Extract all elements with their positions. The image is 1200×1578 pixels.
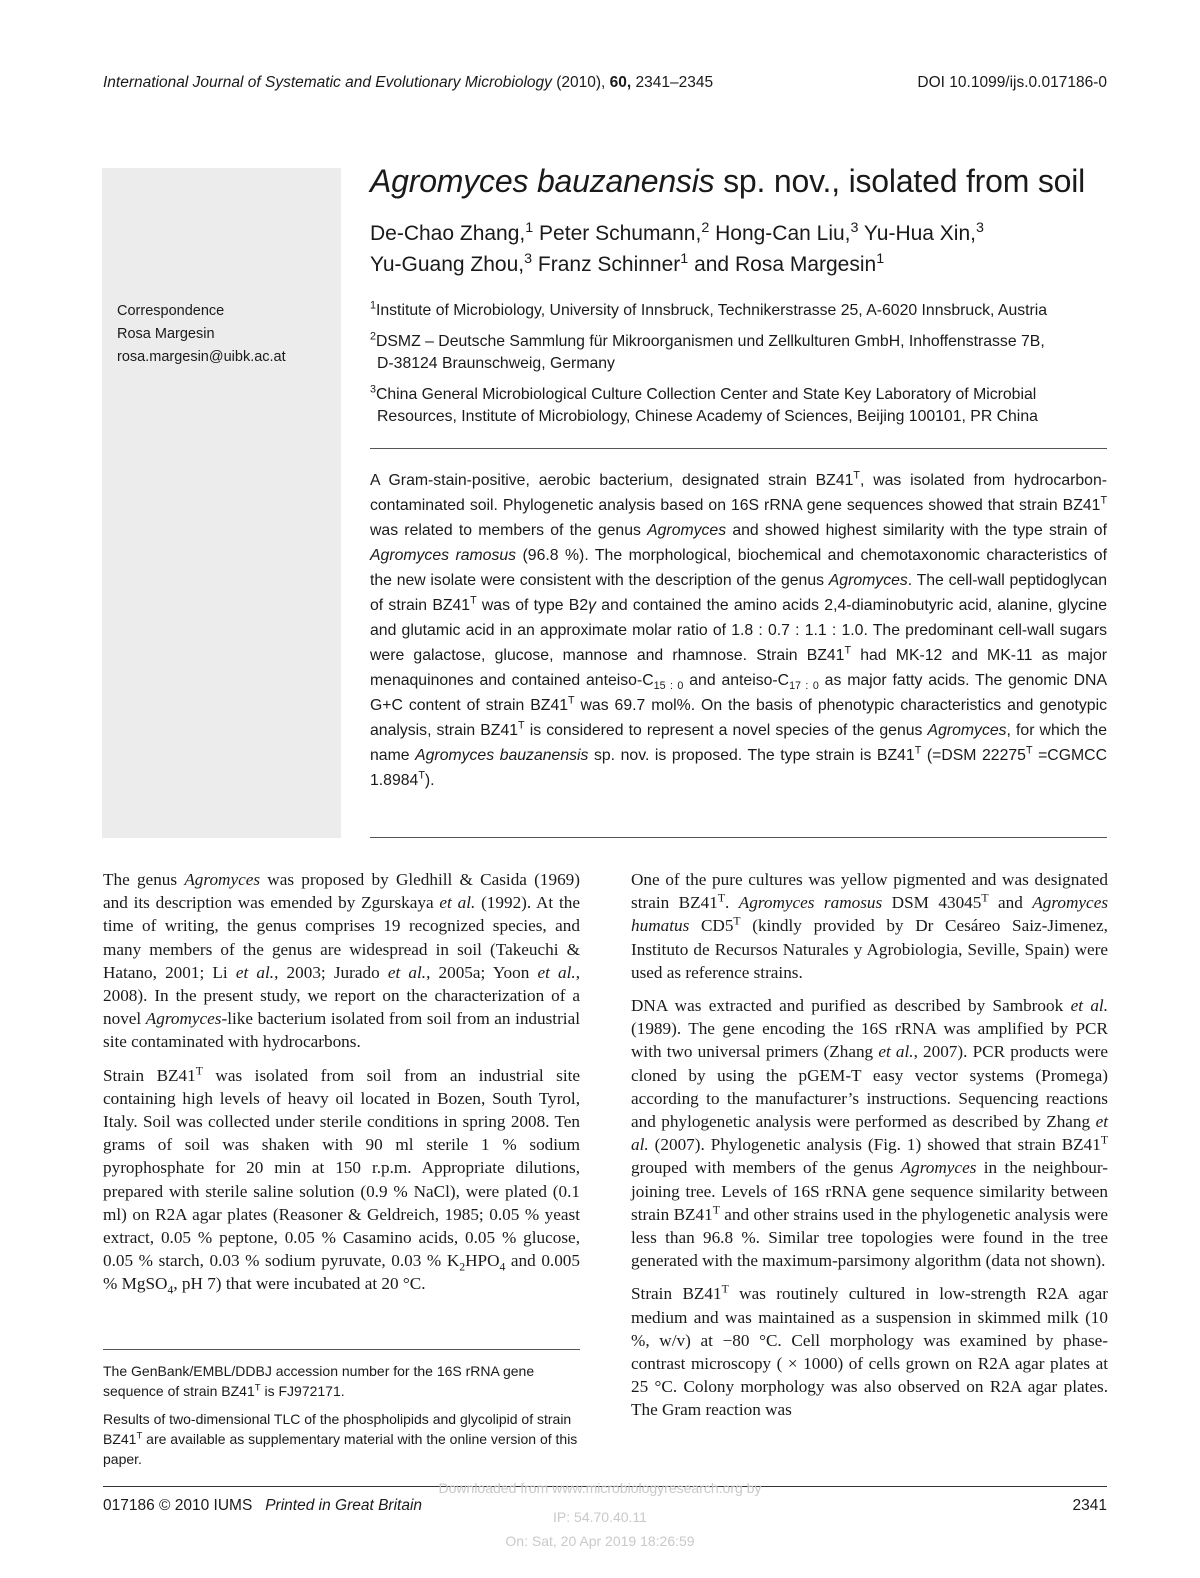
body-paragraph (631, 868, 1108, 984)
type-strain-mark: T (195, 1063, 203, 1077)
footnotes (103, 1361, 580, 1477)
body-text: CD5 (689, 916, 734, 936)
abstract-text: had MK-12 and MK-11 as major menaquinones and contained anteiso-C (370, 647, 1107, 689)
page-number: 2341 (1072, 1497, 1107, 1514)
download-watermark-line: On: Sat, 20 Apr 2019 18:26:59 (505, 1533, 695, 1549)
formula-subscript: 4 (167, 1283, 174, 1297)
abstract-species: Agromyces ramosus (370, 547, 517, 564)
body-text: (1989). The gene encoding the 16S rRNA was amplified by PCR with two universal primers (Zhang (631, 1019, 1108, 1062)
abstract-genus: Agromyces (828, 572, 908, 589)
author: Yu-Hua Xin, (863, 222, 976, 245)
author-affiliation-mark: 1 (525, 220, 534, 236)
body-italic: et al. (878, 1042, 914, 1062)
author: Hong-Can Liu, (715, 222, 851, 245)
affiliation (370, 384, 1110, 428)
body-text: and (988, 893, 1033, 913)
affiliation (370, 331, 1110, 375)
abstract-text: , was isolated from hydrocarbon-contaminated soil. Phylogenetic analysis based on 16S rRNA gene sequences showed that strain BZ41 (370, 472, 1107, 514)
abstract-text: was of type B2 (476, 597, 589, 614)
abstract-genus: Agromyces (647, 522, 727, 539)
abstract-text: =CGMCC 1.8984 (370, 747, 1107, 789)
footnote-text: Results of two-dimensional TLC of the phospholipids and glycolipid of strain BZ41 (103, 1411, 572, 1447)
body-text: , 2007). PCR products were cloned by using the pGEM-T easy vector systems (Promega) according to the manufacturer’s instructions. Sequencing reactions and phylogenetic analysis were performed as described by Zhang (631, 1042, 1108, 1132)
abstract-bottom-rule (370, 837, 1107, 838)
body-text: Strain BZ41 (103, 1065, 196, 1085)
and-word: and (694, 253, 730, 276)
body-text: DSM 43045 (882, 893, 982, 913)
body-text: was routinely cultured in low-strength R2A agar medium and was maintained as a suspension in skimmed milk (10 %, w/v) at −80 °C. Cell morphology was examined by phase-contrast microscopy ( × 1000) of cells grown on R2A agar plates at 25 °C. Colony morphology was also observed on R2A agar plates. The Gram reaction was (631, 1284, 1108, 1420)
affiliation-text-cont: D-38124 Braunschweig, Germany (377, 355, 615, 372)
type-strain-mark: T (568, 694, 575, 707)
type-strain-mark: T (712, 1203, 720, 1217)
author-affiliation-mark: 3 (524, 251, 533, 267)
author: Yu-Guang Zhou, (370, 253, 525, 276)
journal-year: (2010), (556, 74, 606, 91)
author: Rosa Margesin (734, 253, 877, 276)
body-text: and other strains used in the phylogenetic analysis were less than 96.8 %. Similar tree topologies were found in the tree generated with the maximum-parsimony algorithm (data not shown). (631, 1204, 1108, 1271)
correspondence-label: Correspondence (117, 303, 225, 319)
correspondence-name: Rosa Margesin (117, 326, 215, 342)
journal-citation (103, 74, 713, 92)
affiliation-text: DSMZ – Deutsche Sammlung für Mikroorganismen und Zellkulturen GmbH, Inhoffenstrasse 7B, (375, 333, 1045, 350)
doi-label: DOI (917, 74, 945, 91)
type-strain-mark: T (518, 719, 525, 732)
abstract-text: and anteiso-C (683, 672, 790, 689)
footer-code: 017186 © 2010 IUMS (103, 1497, 253, 1514)
abstract-text: ). (424, 772, 435, 789)
body-text: HPO (465, 1251, 500, 1271)
abstract (370, 468, 1107, 793)
doi-value: 10.1099/ijs.0.017186-0 (949, 74, 1107, 91)
body-text: -like bacterium isolated from soil from an industrial site contaminated with hydrocarbons. (103, 1009, 580, 1052)
author: Franz Schinner (537, 253, 681, 276)
journal-volume: 60, (609, 74, 632, 91)
download-watermark-line: Downloaded from www.microbiologyresearch.org by (438, 1480, 762, 1496)
body-text: and 0.005 % MgSO (103, 1251, 580, 1294)
body-text: One of the pure cultures was yellow pigmented and was designated strain BZ41 (631, 870, 1108, 913)
body-column-right (631, 868, 1108, 1432)
footnote-rule (103, 1349, 580, 1350)
body-italic: Agromyces humatus (631, 893, 1109, 936)
abstract-text: . The cell-wall peptidoglycan of strain BZ41 (370, 572, 1107, 614)
type-strain-mark: T (733, 914, 741, 928)
author: Peter Schumann, (539, 222, 702, 245)
formula-subscript: 2 (459, 1260, 466, 1274)
body-italic: et al. (1070, 996, 1109, 1016)
abstract-text: as major fatty acids. The genomic DNA G+C content of strain BZ41 (370, 672, 1108, 714)
type-strain-mark: T (914, 744, 922, 757)
body-italic: Agromyces (184, 870, 261, 889)
abstract-text: and contained the amino acids 2,4-diaminobutyric acid, alanine, glycine and glutamic acid in an approximate molar ratio of 1.8 : 0.7 : 1.1 : 1.0. The predominant cell-wall sugars were galactose, glucose, mannose and rhamnose. Strain BZ41 (370, 597, 1107, 664)
title-species: Agromyces bauzanensis (370, 163, 715, 199)
footnote-text: The GenBank/EMBL/DDBJ accession number for the 16S rRNA gene sequence of strain BZ41 (103, 1363, 535, 1399)
affiliation-number: 2 (370, 330, 376, 343)
journal-pages: 2341–2345 (635, 74, 714, 91)
author: De-Chao Zhang, (370, 222, 526, 245)
body-text: , pH 7) that were incubated at 20 °C. (173, 1274, 426, 1294)
body-text: . (724, 893, 739, 913)
type-strain-mark: T (136, 1430, 143, 1442)
abstract-text: and showed highest similarity with the type strain of (726, 522, 1107, 539)
affiliation-text: China General Microbiological Culture Collection Center and State Key Laboratory of Microbial (375, 386, 1037, 403)
body-text: grouped with members of the genus (631, 1158, 901, 1178)
body-text: , 2008). In the present study, we report on the characterization of a novel (103, 962, 580, 1029)
fatty-acid-subscript: 15 : 0 (653, 680, 684, 693)
correspondence-email[interactable]: rosa.margesin@uibk.ac.at (117, 349, 286, 365)
type-strain-mark: T (254, 1382, 261, 1394)
body-italic: et al. (439, 893, 476, 913)
footnote (103, 1409, 580, 1469)
abstract-top-rule (370, 448, 1107, 449)
article-title (370, 163, 1085, 200)
body-italic: et al. (537, 962, 576, 982)
affiliation-text-cont: Resources, Institute of Microbiology, Chinese Academy of Sciences, Beijing 100101, PR China (377, 408, 1038, 425)
abstract-text: was 69.7 mol%. On the basis of phenotypic characteristics and genotypic analysis, strain BZ41 (370, 697, 1107, 739)
abstract-greek: γ (588, 597, 597, 614)
doi[interactable] (917, 74, 1107, 92)
type-strain-mark: T (1100, 494, 1107, 507)
affiliation-text: Institute of Microbiology, University of Innsbruck, Technikerstrasse 25, A-6020 Innsbruck, Austria (375, 302, 1048, 319)
body-text: (2007). Phylogenetic analysis (Fig. 1) showed that strain BZ41 (648, 1135, 1101, 1155)
body-italic: et al. (631, 1112, 1108, 1155)
footnote-text: are available as supplementary material with the online version of this paper. (103, 1431, 578, 1467)
type-strain-mark: T (844, 644, 852, 657)
type-strain-mark: T (470, 594, 477, 607)
affiliation (370, 300, 1110, 322)
affiliation-number: 1 (370, 299, 376, 312)
type-strain-mark: T (1025, 744, 1033, 757)
footer-printed: Printed in Great Britain (265, 1497, 423, 1514)
abstract-text: was related to members of the genus (370, 522, 648, 539)
body-text: (1992). At the time of writing, the genus comprises 19 recognized species, and many members of the genus are widespread in soil (Takeuchi & Hatano, 2001; Li (103, 893, 580, 982)
body-text: in the neighbour-joining tree. Levels of 16S rRNA gene sequence similarity between strain BZ41 (631, 1158, 1109, 1224)
download-watermark-line: IP: 54.70.40.11 (553, 1509, 647, 1525)
abstract-text: , for which the name (370, 722, 1107, 764)
type-strain-mark: T (717, 891, 725, 905)
type-strain-mark: T (1100, 1133, 1108, 1147)
body-italic: Agromyces (145, 1009, 222, 1029)
type-strain-mark: T (853, 469, 860, 482)
abstract-text: A Gram-stain-positive, aerobic bacterium, designated strain BZ41 (370, 472, 854, 489)
body-text: was isolated from soil from an industrial site containing high levels of heavy oil located in Bozen, South Tyrol, Italy. Soil was collected under sterile conditions in spring 2008. Ten grams of soil was shaken with 90 ml sterile 1 % sodium pyrophosphate for 20 min at 150 r.p.m. Appropriate dilutions, prepared with sterile saline solution (0.9 % NaCl), were plated (0.1 ml) on R2A agar plates (Reasoner & Geldreich, 1985; 0.05 % yeast extract, 0.05 % peptone, 0.05 % Casamino acids, 0.05 % glucose, 0.05 % starch, 0.03 % sodium pyruvate, 0.03 % K (103, 1065, 580, 1271)
footnote (103, 1361, 580, 1401)
type-strain-mark: T (981, 891, 989, 905)
abstract-text: (=DSM 22275 (921, 747, 1026, 764)
body-text: was proposed by Gledhill & Casida (1969) and its description was emended by Zgurskaya (103, 870, 580, 913)
title-rest: sp. nov., isolated from soil (714, 163, 1086, 199)
abstract-text: (96.8 %). The morphological, biochemical and chemotaxonomic characteristics of the new isolate were consistent with the description of the genus (370, 547, 1107, 589)
abstract-text: is considered to represent a novel species of the genus (524, 722, 928, 739)
body-italic: Agromyces (900, 1158, 977, 1178)
body-column-left (103, 868, 580, 1306)
body-text: Strain BZ41 (631, 1284, 722, 1304)
author-list (370, 218, 1100, 280)
type-strain-mark: T (721, 1282, 729, 1296)
correspondence (117, 300, 286, 369)
body-text: , 2003; Jurado (274, 962, 388, 982)
body-paragraph (103, 1064, 580, 1296)
sidebar-panel (102, 168, 341, 838)
abstract-species: Agromyces bauzanensis (415, 747, 589, 764)
affiliation-number: 3 (370, 383, 376, 396)
body-text: The genus (103, 870, 185, 889)
type-strain-mark: T (418, 769, 425, 782)
body-text: , 2005a; Yoon (426, 962, 538, 982)
abstract-text: sp. nov. is proposed. The type strain is BZ41 (588, 747, 915, 764)
author-affiliation-mark: 3 (976, 220, 984, 236)
author-affiliation-mark: 2 (701, 220, 710, 236)
author-affiliation-mark: 1 (876, 251, 885, 267)
body-text: (kindly provided by Dr Cesáreo Saiz-Jimenez, Instituto de Recursos Naturales y Agrobiologia, Seville, Spain) were used as reference strains. (631, 916, 1108, 982)
journal-name: International Journal of Systematic and Evolutionary Microbiology (103, 74, 552, 91)
running-head (103, 74, 1107, 92)
fatty-acid-subscript: 17 : 0 (789, 680, 819, 693)
body-paragraph (631, 1282, 1108, 1421)
author-affiliation-mark: 3 (850, 220, 859, 236)
body-italic: et al. (387, 962, 427, 982)
body-italic: Agromyces ramosus (738, 893, 883, 913)
formula-subscript: 4 (499, 1260, 506, 1274)
abstract-genus: Agromyces (927, 722, 1007, 739)
footnote-text: is FJ972171. (260, 1383, 345, 1399)
body-paragraph (631, 994, 1108, 1272)
body-text: DNA was extracted and purified as described by Sambrook (631, 996, 1071, 1016)
body-italic: et al. (235, 962, 275, 982)
affiliations (370, 300, 1110, 437)
author-affiliation-mark: 1 (680, 251, 689, 267)
body-paragraph (103, 868, 580, 1054)
